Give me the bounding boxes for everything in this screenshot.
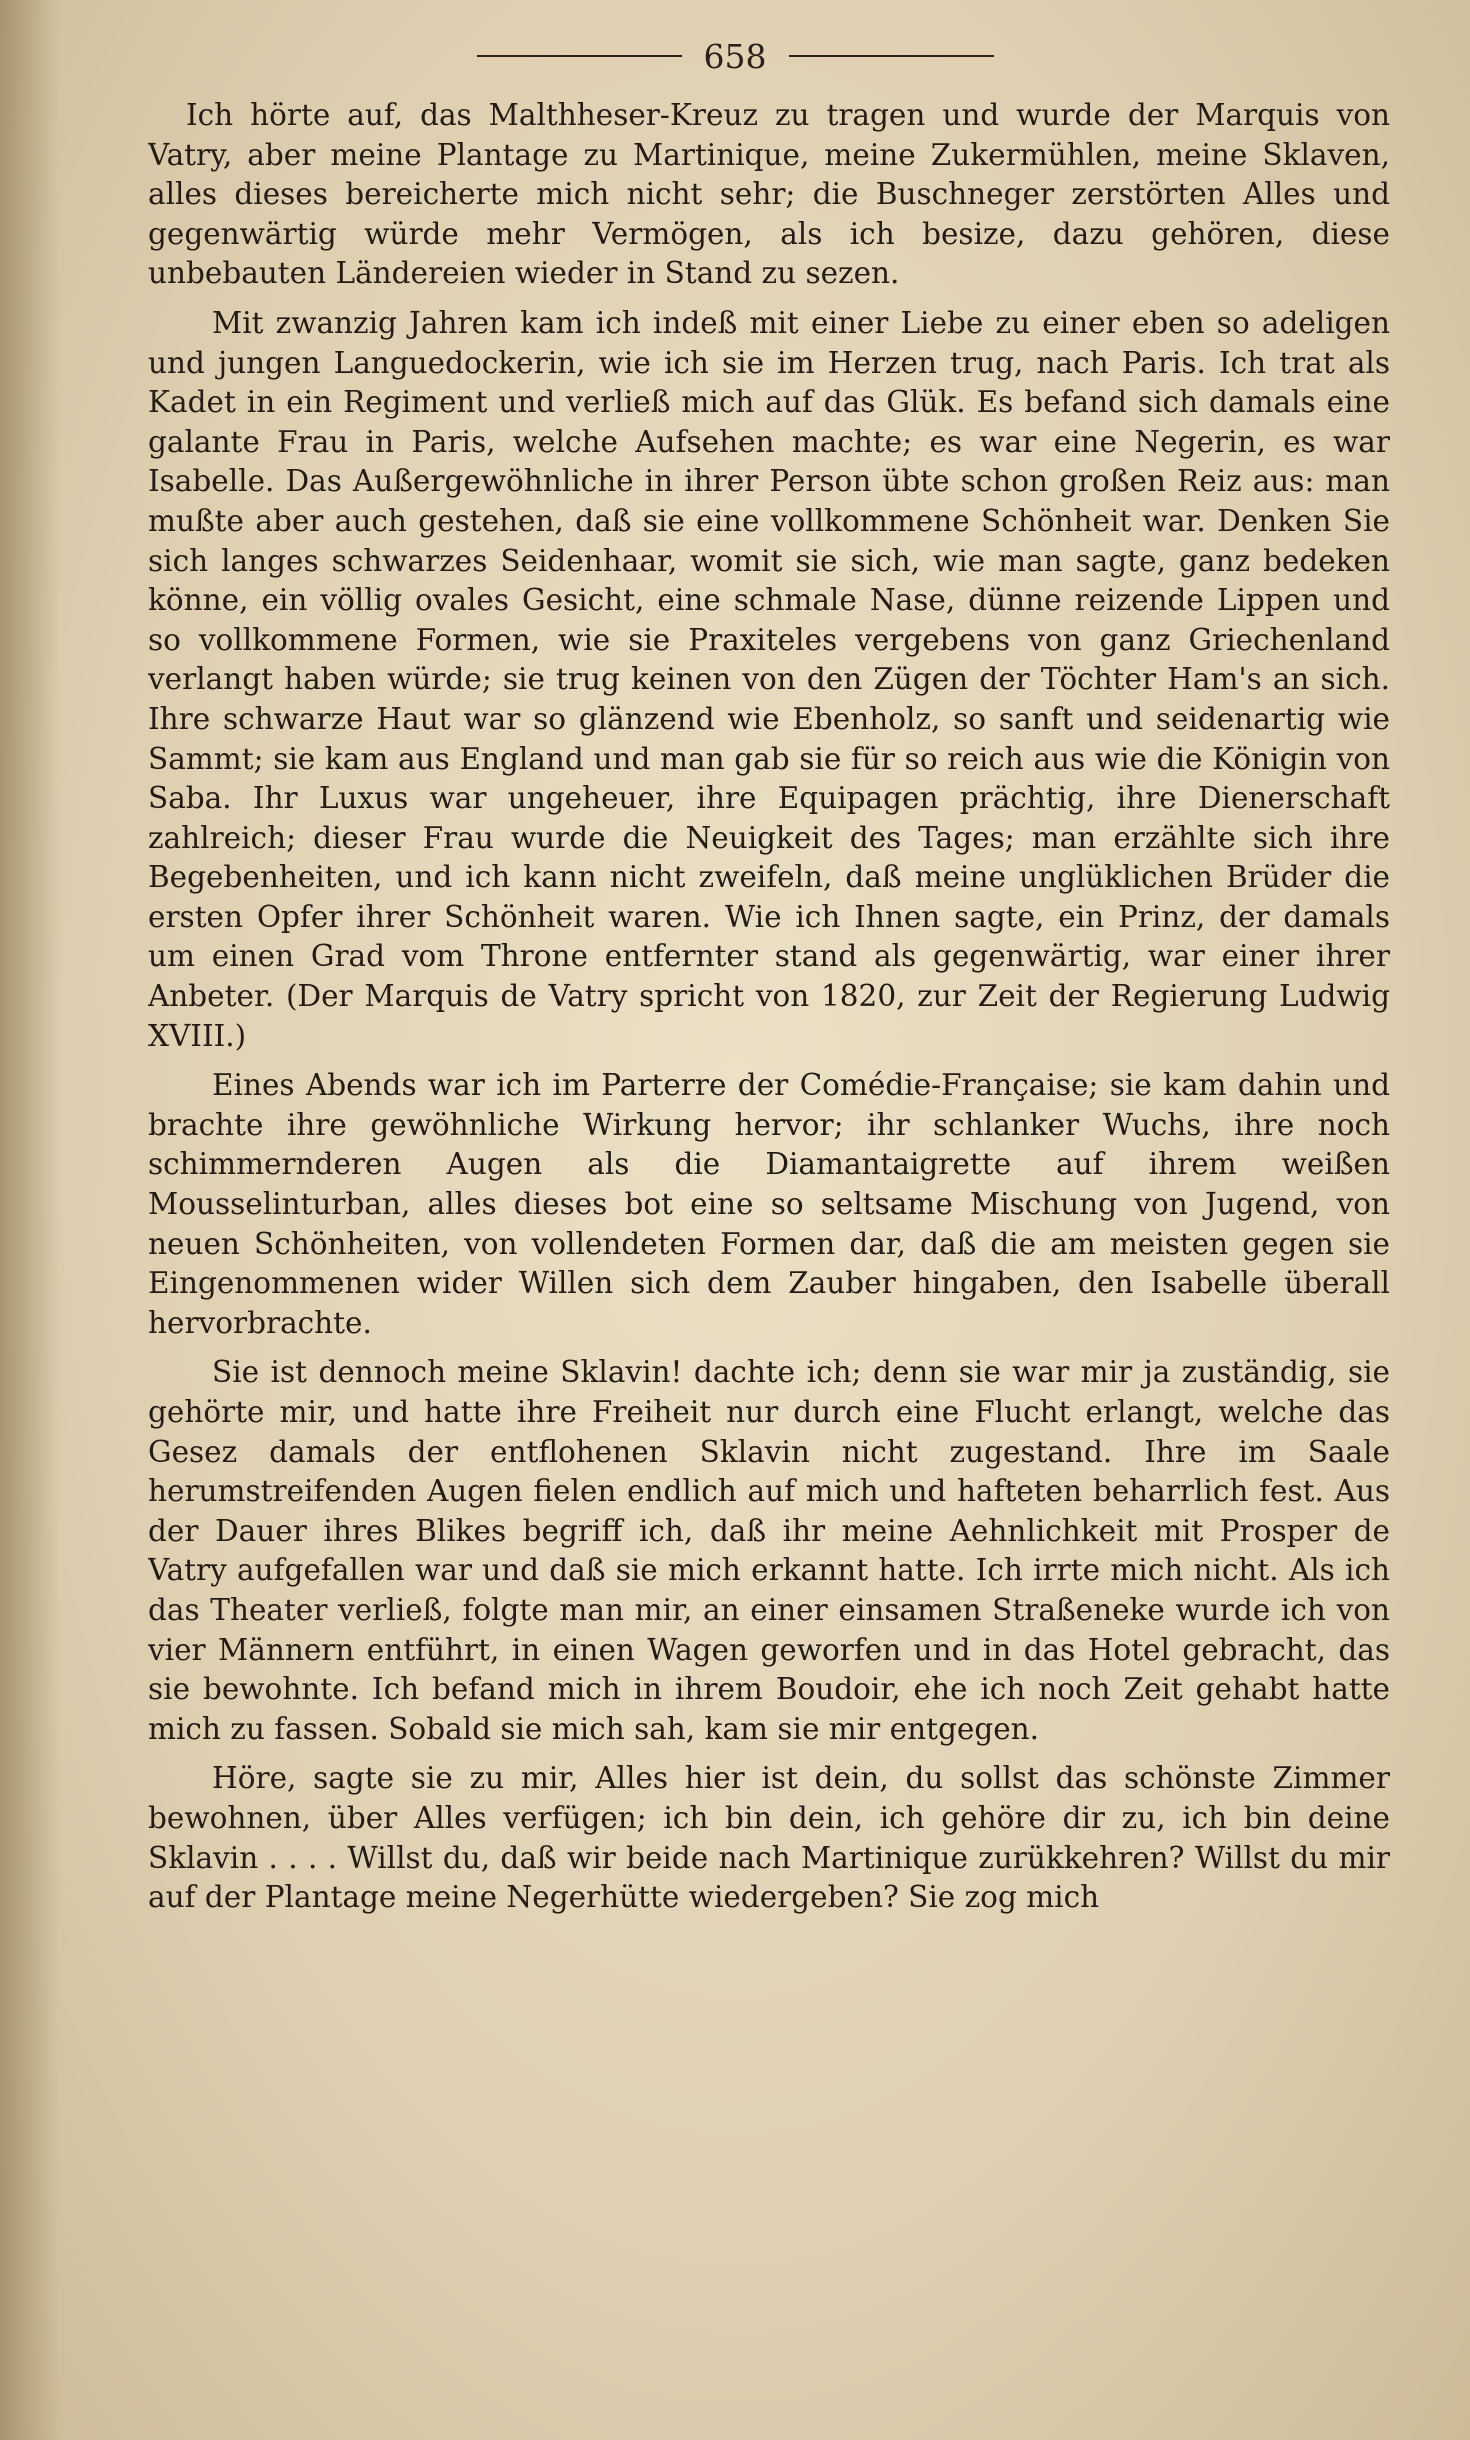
page-gutter-shadow (0, 0, 60, 2440)
paragraph: Eines Abends war ich im Parterre der Comédie-Française; sie kam dahin und brachte ihre gewöhnliche Wirkung hervor; ihr schlanker Wuchs, ihre noch schimmernderen Augen als die Diamantaigrette auf ihrem weißen Mousselinturban, alles dieses bot eine so seltsame Mischung von Jugend, von neuen Schönheiten, von vollendeten Formen dar, daß die am meisten gegen sie Eingenommenen wider Willen sich dem Zauber hingaben, den Isabelle überall hervorbrachte. (148, 1068, 1390, 1340)
body-text (148, 96, 1390, 2416)
page-header (0, 34, 1470, 78)
page-number: 658 (703, 36, 767, 76)
paragraph: Sie ist dennoch meine Sklavin! dachte ich; denn sie war mir ja zuständig, sie gehörte mir, und hatte ihre Freiheit nur durch eine Flucht erlangt, welche das Gesez damals der entflohenen Sklavin nicht zugestand. Ihre im Saale herumstreifenden Augen fielen endlich auf mich und hafteten beharrlich fest. Aus der Dauer ihres Blikes begriff ich, daß ihr meine Aehnlichkeit mit Prosper de Vatry aufgefallen war und daß sie mich erkannt hatte. Ich irrte mich nicht. Als ich das Theater verließ, folgte man mir, an einer einsamen Straßeneke wurde ich von vier Männern entführt, in einen Wagen geworfen und in das Hotel gebracht, das sie bewohnte. Ich befand mich in ihrem Boudoir, ehe ich noch Zeit gehabt hatte mich zu fassen. Sobald sie mich sah, kam sie mir entgegen. (148, 1355, 1390, 1746)
paragraph: Mit zwanzig Jahren kam ich indeß mit einer Liebe zu einer eben so adeligen und jungen Languedockerin, wie ich sie im Herzen trug, nach Paris. Ich trat als Kadet in ein Regiment und verließ mich auf das Glük. Es befand sich damals eine galante Frau in Paris, welche Aufsehen machte; es war eine Negerin, es war Isabelle. Das Außergewöhnliche in ihrer Person übte schon großen Reiz aus: man mußte aber auch gestehen, daß sie eine vollkommene Schönheit war. Denken Sie sich langes schwarzes Seidenhaar, womit sie sich, wie man sagte, ganz bedeken könne, ein völlig ovales Gesicht, eine schmale Nase, dünne reizende Lippen und so vollkommene Formen, wie sie Praxiteles vergebens von ganz Griechenland verlangt haben würde; sie trug keinen von den Zügen der Töchter Ham's an sich. Ihre schwarze Haut war so glänzend wie Ebenholz, so sanft und seidenartig wie Sammt; sie kam aus England und man gab sie für so reich aus wie die Königin von Saba. Ihr Luxus war ungeheuer, ihre Equipagen prächtig, ihre Dienerschaft zahlreich; dieser Frau wurde die Neuigkeit des Tages; man erzählte sich ihre Begebenheiten, und ich kann nicht zweifeln, daß meine unglüklichen Brüder die ersten Opfer ihrer Schönheit waren. Wie ich Ihnen sagte, ein Prinz, der damals um einen Grad vom Throne entfernter stand als gegenwärtig, war einer ihrer Anbeter. (Der Marquis de Vatry spricht von 1820, zur Zeit der Regierung Ludwig XVIII.) (148, 305, 1390, 1053)
header-rule-right (789, 55, 994, 57)
header-rule-left (477, 55, 682, 57)
paragraph: Höre, sagte sie zu mir, Alles hier ist dein, du sollst das schönste Zimmer bewohnen, über Alles verfügen; ich bin dein, ich gehöre dir zu, ich bin deine Sklavin . . . . Willst du, daß wir beide nach Martinique zurükkehren? Willst du mir auf der Plantage meine Negerhütte wiedergeben? Sie zog mich (148, 1761, 1390, 1915)
paragraph: Ich hörte auf, das Malthheser-Kreuz zu tragen und wurde der Marquis von Vatry, aber meine Plantage zu Martinique, meine Zukermühlen, meine Sklaven, alles dieses bereicherte mich nicht sehr; die Buschneger zerstörten Alles und gegenwärtig würde mehr Vermögen, als ich besize, dazu gehören, diese unbebauten Ländereien wieder in Stand zu sezen. (148, 98, 1390, 291)
